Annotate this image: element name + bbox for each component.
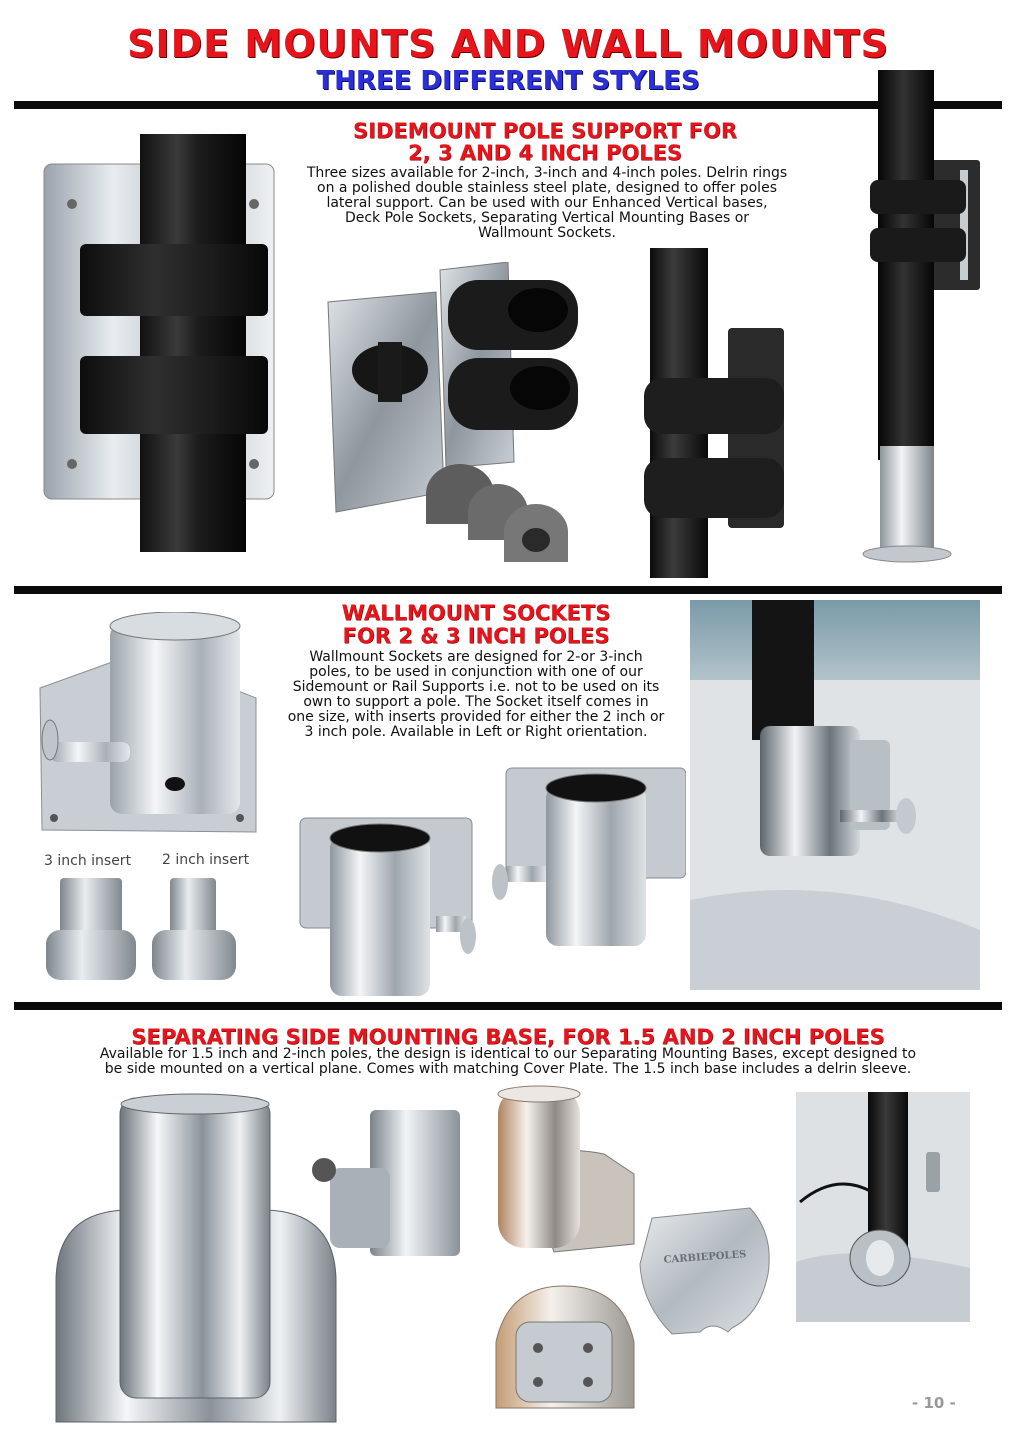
separating-base-side-photo xyxy=(306,1108,470,1260)
section2-body-line: poles, to be used in conjunction with one of our xyxy=(309,664,643,680)
wallmount-socket-photo xyxy=(30,612,266,844)
page-subtitle: THREE DIFFERENT STYLES xyxy=(316,66,700,96)
separating-base-angle-photo xyxy=(484,1084,644,1256)
divider-bottom xyxy=(14,1002,1002,1010)
section3-body-line: be side mounted on a vertical plane. Comes with matching Cover Plate. The 1.5 inch base includes a delrin sleeve. xyxy=(104,1061,912,1077)
section2-heading-line1: WALLMOUNT SOCKETS xyxy=(341,601,611,625)
inserts-photo xyxy=(42,874,252,986)
section1-body xyxy=(250,166,844,241)
page-number: - 10 - xyxy=(912,1394,956,1412)
section2-body-line: Sidemount or Rail Supports i.e. not to be used on its xyxy=(292,679,660,695)
page-title: SIDE MOUNTS AND WALL MOUNTS xyxy=(127,22,889,66)
section2-body-line: Wallmount Sockets are designed for 2-or 3-inch xyxy=(309,649,643,665)
insert-label-2inch: 2 inch insert xyxy=(162,852,250,868)
section3-body xyxy=(14,1047,1002,1077)
sidemount-parts-photo xyxy=(318,262,580,578)
cover-plate-photo xyxy=(632,1204,780,1338)
divider-middle xyxy=(14,586,1002,594)
separating-base-large-photo xyxy=(46,1092,346,1442)
section1-body-line: lateral support. Can be used with our Enhanced Vertical bases, xyxy=(326,195,768,211)
section2-body-line: one size, with inserts provided for either the 2 inch or xyxy=(287,709,665,725)
sidemount-photo-front xyxy=(28,134,284,552)
wallmount-pair-photo xyxy=(296,766,686,1000)
section1-body-line: on a polished double stainless steel plate, designed to offer poles xyxy=(317,180,777,196)
separating-base-installed-photo xyxy=(796,1092,970,1322)
wallmount-installed-photo xyxy=(690,600,980,990)
section3-body-line: Available for 1.5 inch and 2-inch poles, the design is identical to our Separating Mounting Bases, except designed to xyxy=(99,1046,917,1062)
separating-base-bottom-photo xyxy=(488,1282,638,1412)
section1-body-line: Wallmount Sockets. xyxy=(478,225,616,241)
insert-label-3inch: 3 inch insert xyxy=(44,853,132,869)
section1-body-line: Deck Pole Sockets, Separating Vertical Mounting Bases or xyxy=(344,210,750,226)
section2-heading-line2: FOR 2 & 3 INCH POLES xyxy=(342,624,610,648)
section2-body xyxy=(256,650,696,740)
section1-heading-line1: SIDEMOUNT POLE SUPPORT FOR xyxy=(352,119,738,143)
section1-heading-line2: 2, 3 AND 4 INCH POLES xyxy=(407,141,683,165)
section2-body-line: 3 inch pole. Available in Left or Right orientation. xyxy=(304,724,648,740)
section3-heading: SEPARATING SIDE MOUNTING BASE, FOR 1.5 AND 2 INCH POLES xyxy=(131,1025,885,1049)
section1-body-line: Three sizes available for 2-inch, 3-inch and 4-inch poles. Delrin rings xyxy=(306,165,788,181)
sidemount-installed-photo xyxy=(628,248,788,578)
section2-body-line: own to support a pole. The Socket itself comes in xyxy=(303,694,649,710)
cover-plate-logo-text: CARBIEPOLES xyxy=(663,1249,747,1266)
sidemount-tall-pole-photo xyxy=(848,70,998,578)
